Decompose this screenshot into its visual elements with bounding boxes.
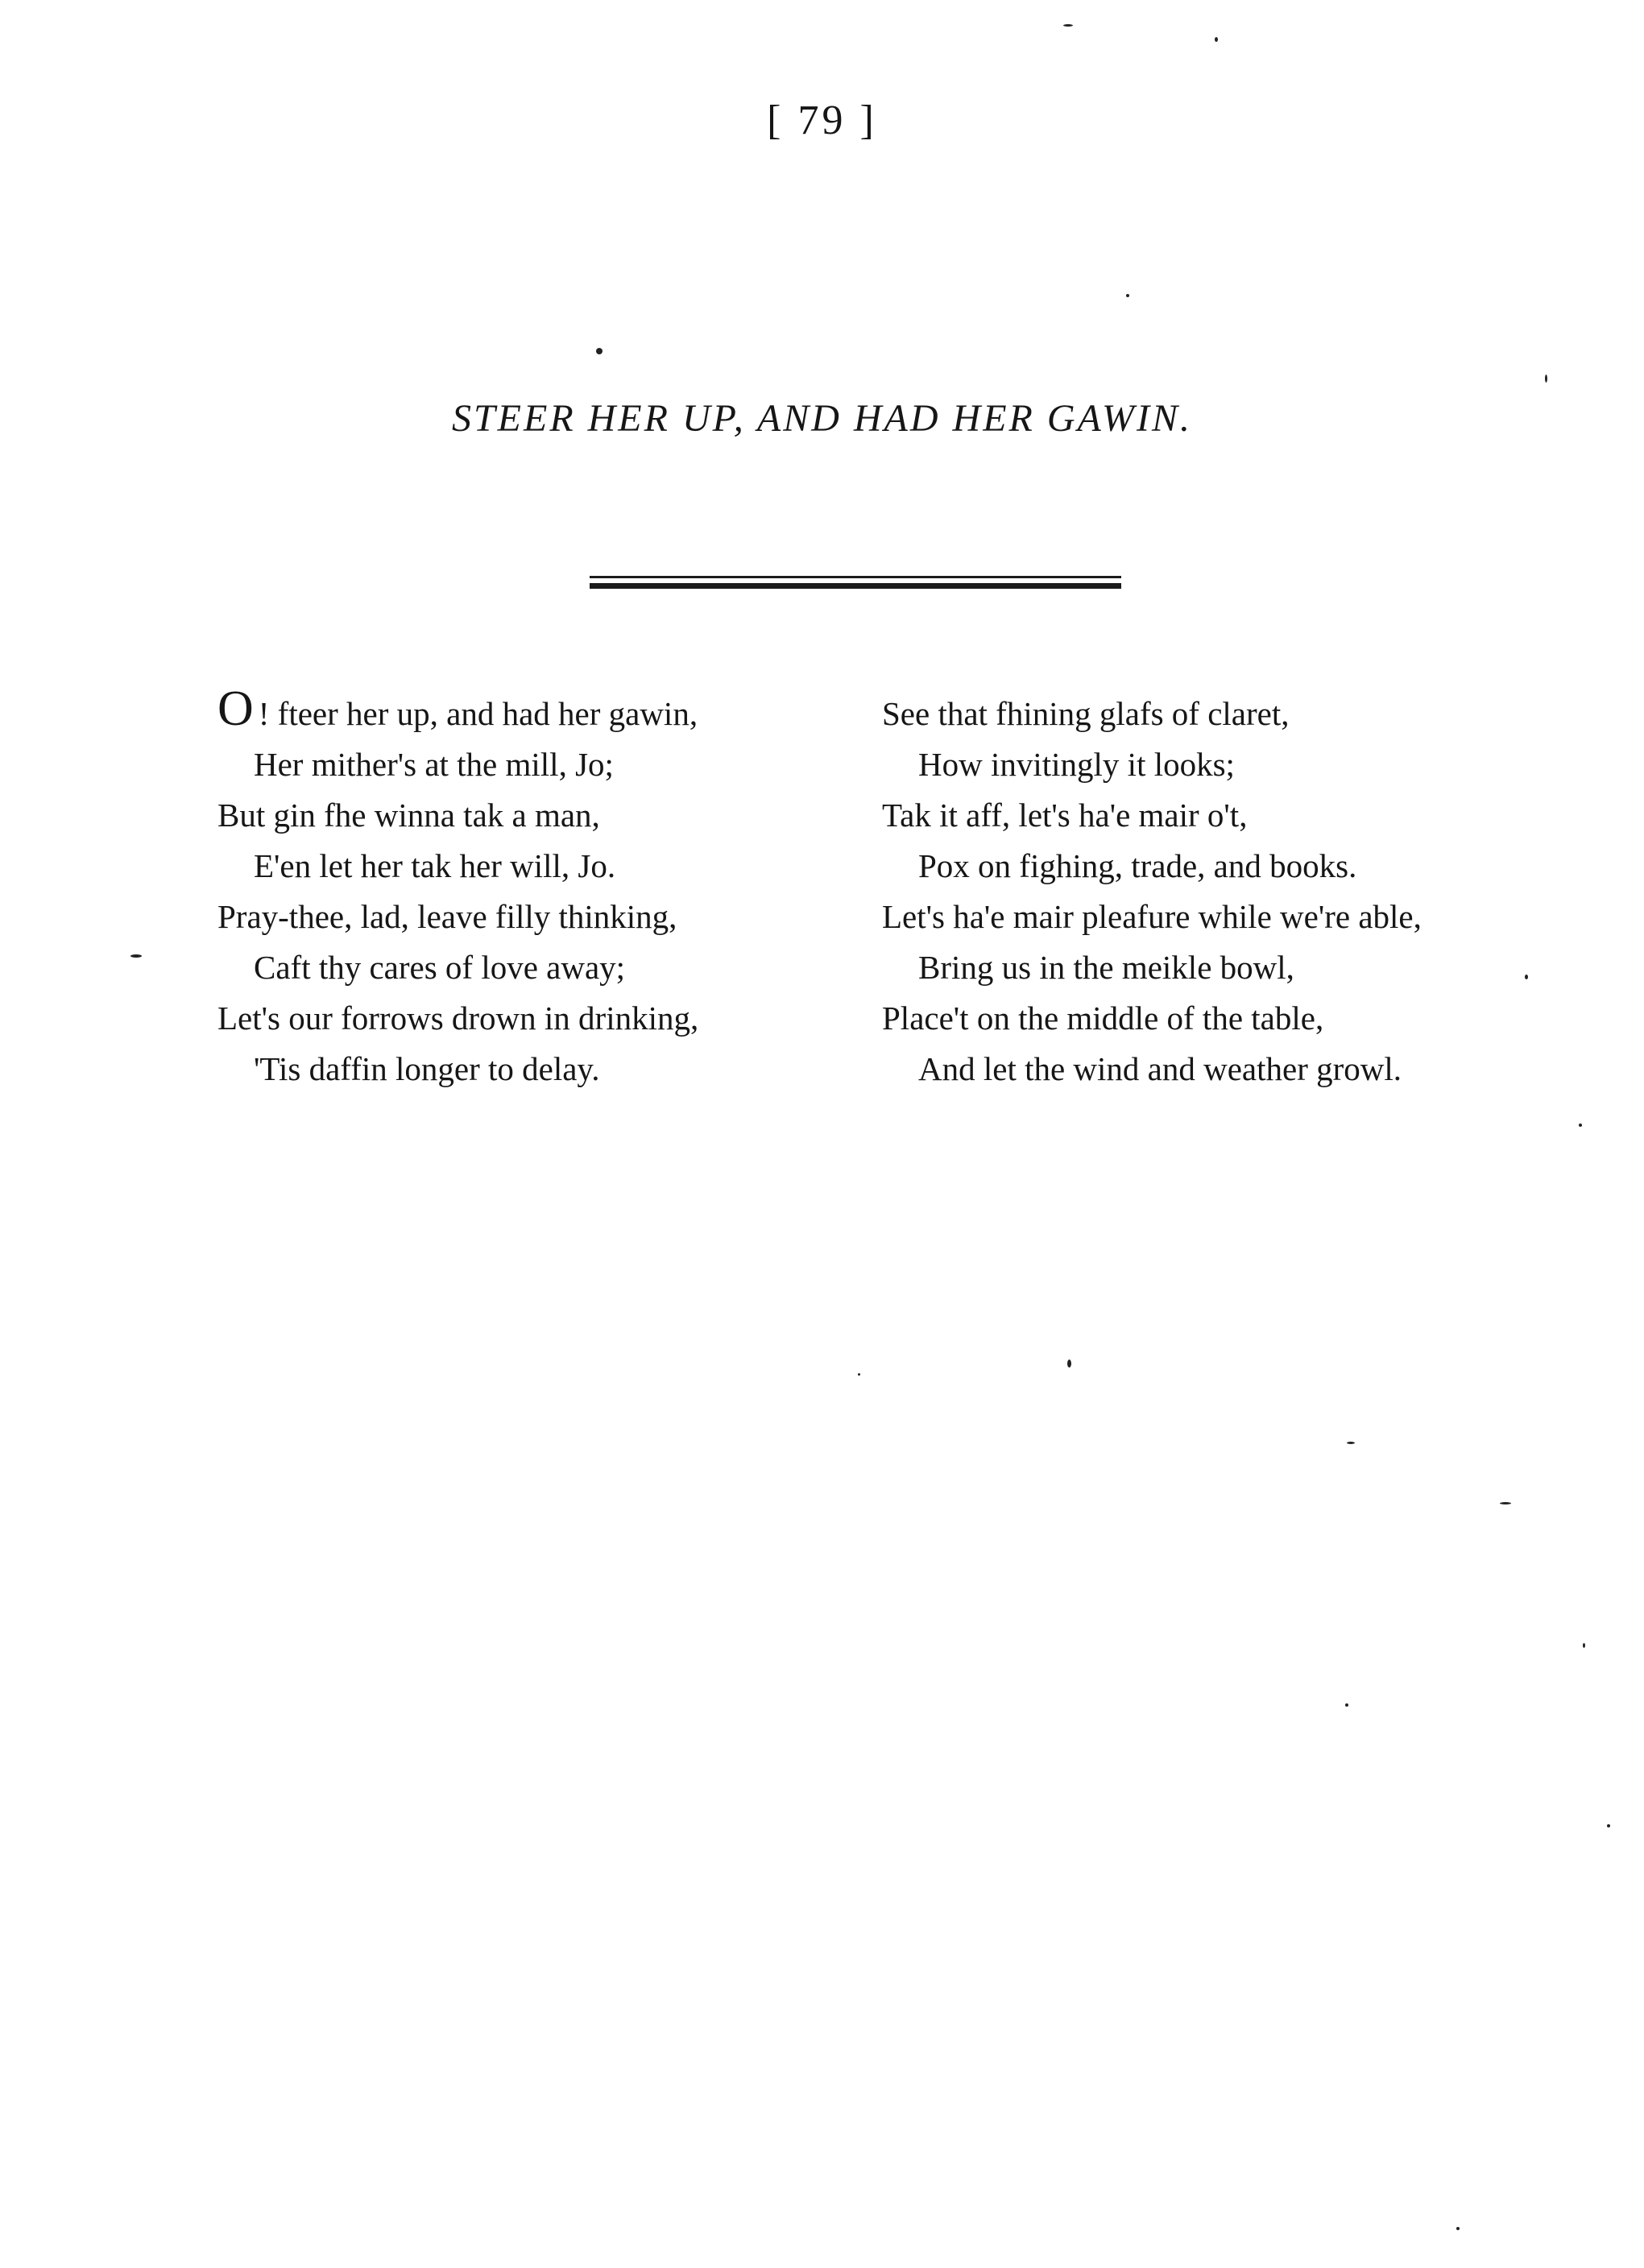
- scan-speck: [1347, 1442, 1355, 1444]
- verse-line: Pox on fighing, trade, and books.: [918, 847, 1357, 884]
- scan-speck: [1583, 1643, 1585, 1648]
- right-stanza: [882, 689, 1551, 1095]
- scan-speck: [1067, 1360, 1071, 1368]
- scan-speck: [1126, 294, 1129, 297]
- scan-speck: [858, 1373, 860, 1376]
- verse-line: E'en let her tak her will, Jo.: [254, 847, 616, 884]
- scan-speck: [1345, 1703, 1348, 1707]
- scan-speck: [1607, 1824, 1610, 1827]
- scan-speck: [596, 348, 603, 354]
- scan-speck: [1063, 24, 1073, 27]
- verse-line: Caft thy cares of love away;: [254, 949, 626, 986]
- drop-cap: O: [217, 681, 254, 736]
- scan-speck: [1579, 1124, 1582, 1127]
- scan-speck: [1500, 1502, 1511, 1504]
- scan-speck: [1456, 2227, 1460, 2230]
- title-rule-thick: [590, 583, 1121, 589]
- song-title: STEER HER UP, AND HAD HER GAWIN.: [451, 397, 1193, 440]
- title-rule-thin: [590, 576, 1121, 578]
- left-stanza: [217, 681, 830, 1095]
- scan-speck: [130, 954, 142, 958]
- verse-line: See that fhining glafs of claret,: [882, 695, 1290, 732]
- verse-line: [217, 681, 830, 739]
- scan-speck: [1525, 975, 1528, 979]
- verse-line: Pray-thee, lad, leave filly thinking,: [217, 898, 677, 935]
- verse-line: Place't on the middle of the table,: [882, 999, 1324, 1037]
- verse-line: But gin fhe winna tak a man,: [217, 797, 600, 834]
- verse-line: Let's our forrows drown in drinking,: [217, 999, 699, 1037]
- verse-line: Her mither's at the mill, Jo;: [254, 746, 614, 783]
- verse-line-text: ! fteer her up, and had her gawin,: [258, 695, 698, 732]
- verse-line: 'Tis daffin longer to delay.: [254, 1050, 600, 1087]
- verse-line: Let's ha'e mair pleafure while we're able,: [882, 898, 1422, 935]
- page-number: [ 79 ]: [767, 97, 877, 143]
- verse-line: Bring us in the meikle bowl,: [918, 949, 1294, 986]
- verse-line: And let the wind and weather growl.: [918, 1050, 1402, 1087]
- verse-line: Tak it aff, let's ha'e mair o't,: [882, 797, 1248, 834]
- scan-speck: [1215, 37, 1218, 42]
- verse-line: How invitingly it looks;: [918, 746, 1235, 783]
- scan-speck: [1545, 375, 1547, 383]
